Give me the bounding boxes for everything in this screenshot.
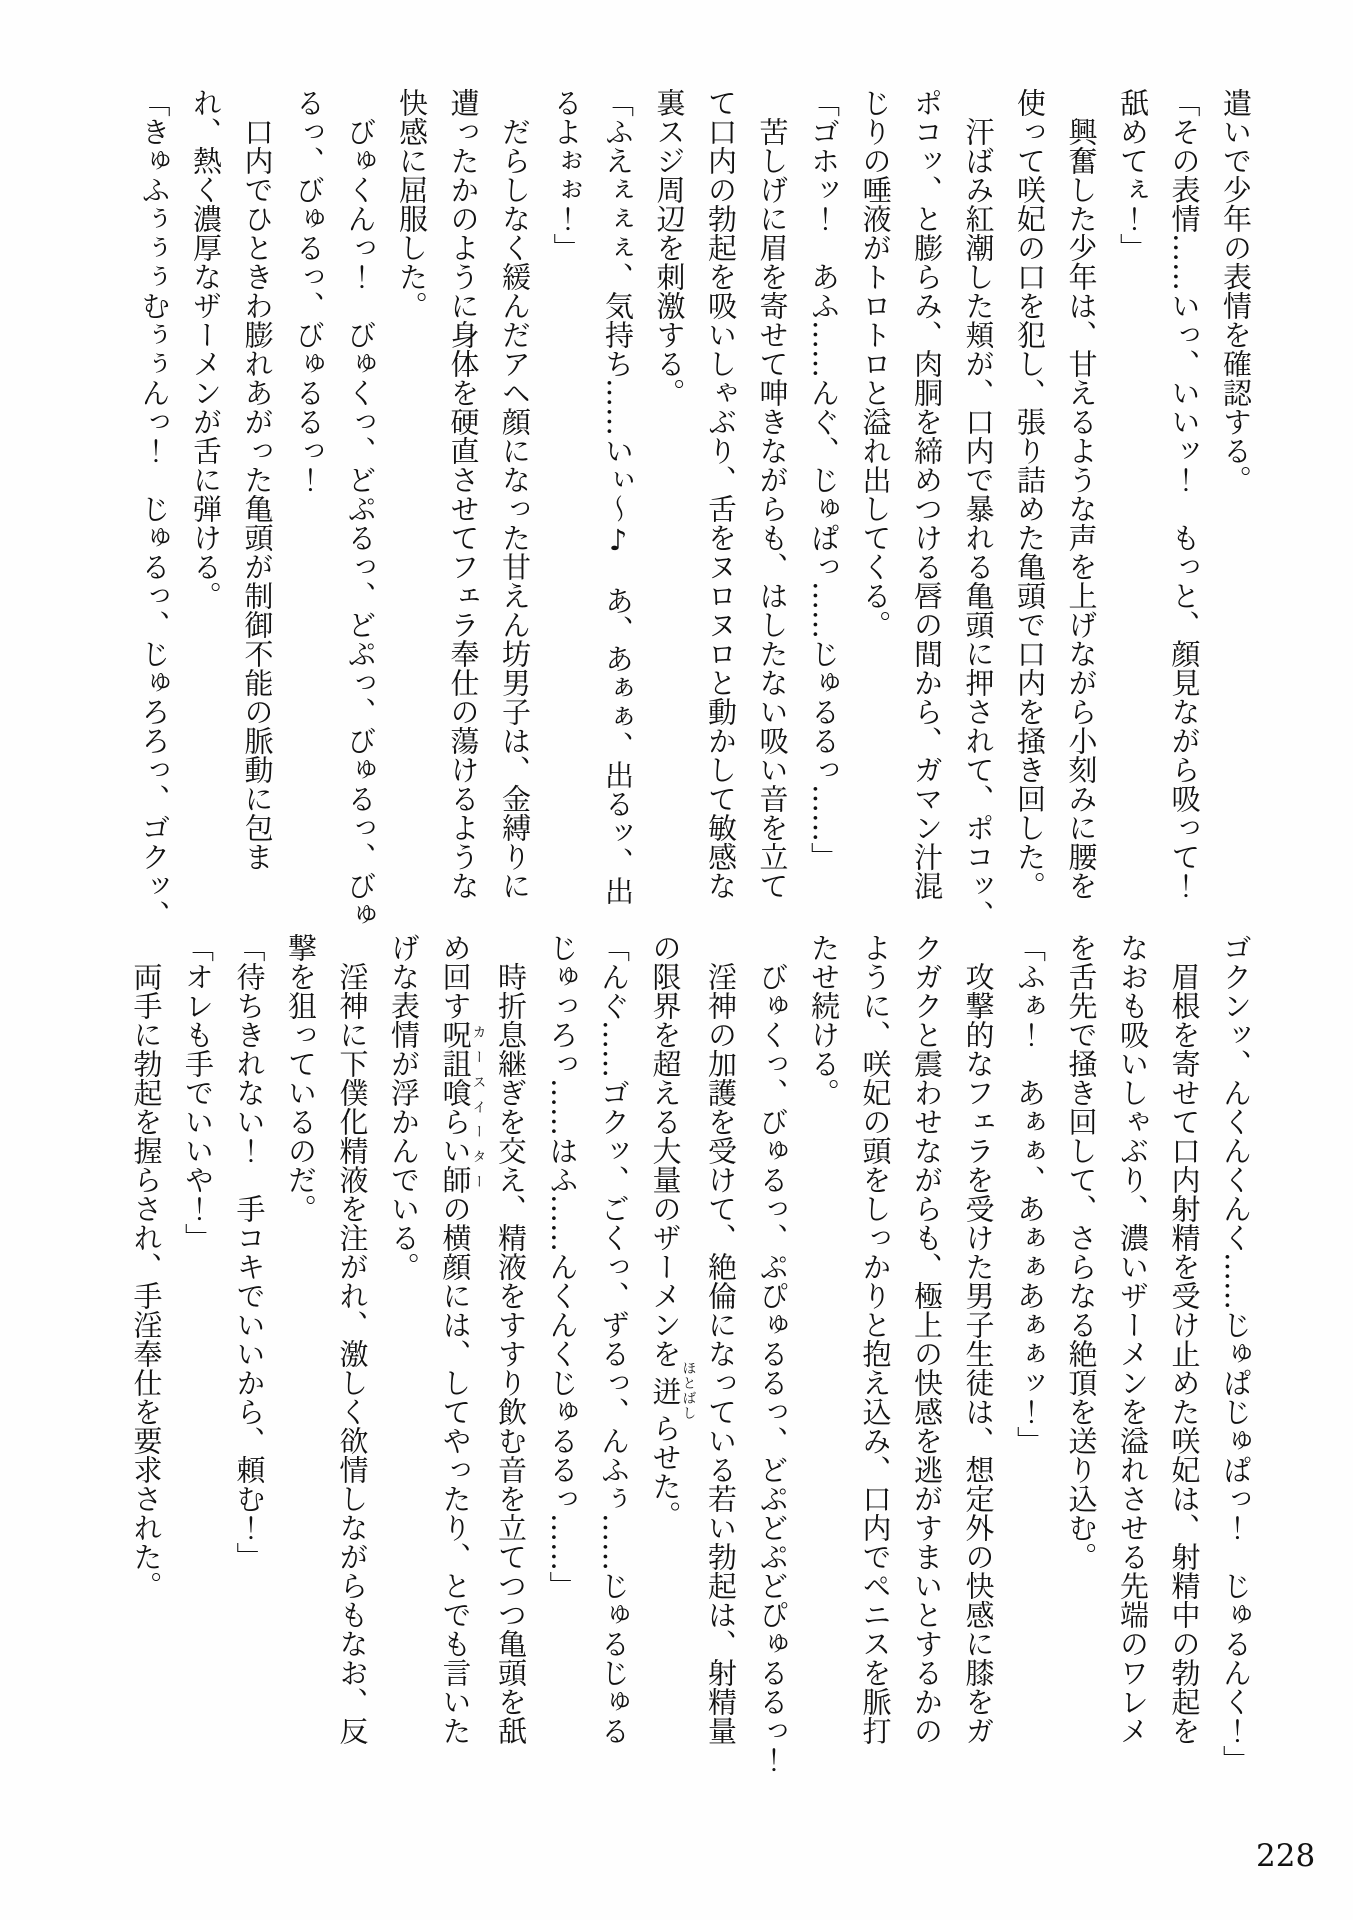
text-line: じりの唾液がトロトロと溢れ出してくる。 <box>858 88 893 639</box>
text-block-top <box>128 88 1261 936</box>
text-line: 「んぐ……ゴクッ、ごくっ、ずるっ、んふぅ……じゅるじゅる <box>597 933 631 1745</box>
text-line: ゴクンッ、んくんくんく……じゅぱじゅぱっ！ じゅるんく！」 <box>1219 933 1253 1774</box>
text-line: 「ふえぇぇぇ、気持ち……いぃ～♪ あ、あぁぁ、出るッ、出 <box>601 88 635 905</box>
text-line: 攻撃的なフェラを受けた男子生徒は、想定外の快感に膝をガ <box>961 933 996 1745</box>
text-line: 「オレも手でいいや！」 <box>181 933 215 1252</box>
text-line: 裏スジ周辺を刺激する。 <box>652 88 687 407</box>
text-line: て口内の勃起を吸いしゃぶり、舌をヌロヌロと動かして敏感な <box>704 88 738 900</box>
text-line: 「きゅふぅぅぅむぅぅんっ！ じゅるっ、じゅろろっ、ゴクッ、 <box>137 88 172 929</box>
text-line: 撃を狙っているのだ。 <box>284 933 318 1223</box>
text-line: 「その表情……いっ、いいッ！ もっと、顔見ながら吸って！ <box>1167 88 1202 900</box>
text-line: クガクと震わせながらも、極上の快感を逃がすまいとするかの <box>910 933 944 1745</box>
text-line: 「ふぁ！ あぁぁ、あぁぁあぁぁッ！」 <box>1013 933 1047 1455</box>
text-line: 興奮した少年は、甘えるような声を上げながら小刻みに腰を <box>1064 88 1099 900</box>
text-line: ポコッ、と膨らみ、肉胴を締めつける唇の間から、ガマン汁混 <box>910 88 944 900</box>
text-line: 淫神の加護を受けて、絶倫になっている若い勃起は、射精量 <box>704 933 738 1745</box>
ruby-annotated-text: 迸ほとばし <box>648 1361 696 1421</box>
text-line: るっ、びゅるっ、びゅるるっ！ <box>292 88 326 494</box>
text-line: を舌先で掻き回して、さらなる絶頂を送り込む。 <box>1064 933 1099 1571</box>
text-line: 眉根を寄せて口内射精を受け止めた咲妃は、射精中の勃起を <box>1167 933 1202 1745</box>
text-line: るよぉぉ！」 <box>549 88 584 262</box>
text-line: びゅくっ、びゅるっ、ぷぴゅるるっ、どぷどぷどぴゅるるっ！ <box>755 933 790 1774</box>
text-line: じゅっろっ……はふ……んくんくじゅるるっ……」 <box>545 933 580 1600</box>
text-line: 使って咲妃の口を犯し、張り詰めた亀頭で口内を掻き回した。 <box>1013 88 1047 900</box>
text-line: 「待ちきれない！ 手コキでいいから、頼む！」 <box>232 933 267 1571</box>
text-line: 苦しげに眉を寄せて呻きながらも、はしたない吸い音を立て <box>755 88 790 900</box>
text-line: 汗ばみ紅潮した頬が、口内で暴れる亀頭に押されて、ポコッ、 <box>961 88 996 929</box>
ruby-annotated-text: 呪詛喰らい師カースイーター <box>438 1020 486 1194</box>
text-line: げな表情が浮かんでいる。 <box>387 933 421 1281</box>
text-line: 遣いで少年の表情を確認する。 <box>1219 88 1253 494</box>
text-line: たせ続ける。 <box>807 933 841 1107</box>
text-line: 両手に勃起を握らされ、手淫奉仕を要求された。 <box>129 933 164 1600</box>
text-line: だらしなく緩んだアヘ顔になった甘えん坊男子は、金縛りに <box>498 88 532 900</box>
text-line: なおも吸いしゃぶり、濃いザーメンを溢れさせる先端のワレメ <box>1116 933 1150 1745</box>
text-block-bottom <box>120 933 1261 1797</box>
text-line: 遭ったかのように身体を硬直させてフェラ奉仕の蕩けるような <box>446 88 481 900</box>
text-line: びゅくんっ！ びゅくっ、どぷるっ、どぷっ、びゅるっ、びゅ <box>343 88 378 929</box>
text-line: 「ゴホッ！ あふ……んぐ、じゅぱっ……じゅるるっ……」 <box>807 88 841 871</box>
text-line: 口内でひときわ膨れあがった亀頭が制御不能の脈動に包ま <box>240 88 275 871</box>
text-line: れ、熱く濃厚なザーメンが舌に弾ける。 <box>189 88 223 610</box>
text-line: 淫神に下僕化精液を注がれ、激しく欲情しながらもなお、反 <box>335 933 370 1745</box>
text-line: 時折息継ぎを交え、精液をすすり飲む音を立てつつ亀頭を舐 <box>494 933 528 1745</box>
page-number: 228 <box>1256 1838 1316 1874</box>
text-line: の限界を超える大量のザーメンを迸ほとばしらせた。 <box>648 933 696 1530</box>
text-line: 舐めてぇ！」 <box>1116 88 1150 262</box>
text-line: ように、咲妃の頭をしっかりと抱え込み、口内でペニスを脈打 <box>858 933 893 1745</box>
text-line: 快感に屈服した。 <box>395 88 429 320</box>
text-line: め回す呪詛喰らい師カースイーターの横顔には、してやったり、とでも言いた <box>438 933 486 1745</box>
